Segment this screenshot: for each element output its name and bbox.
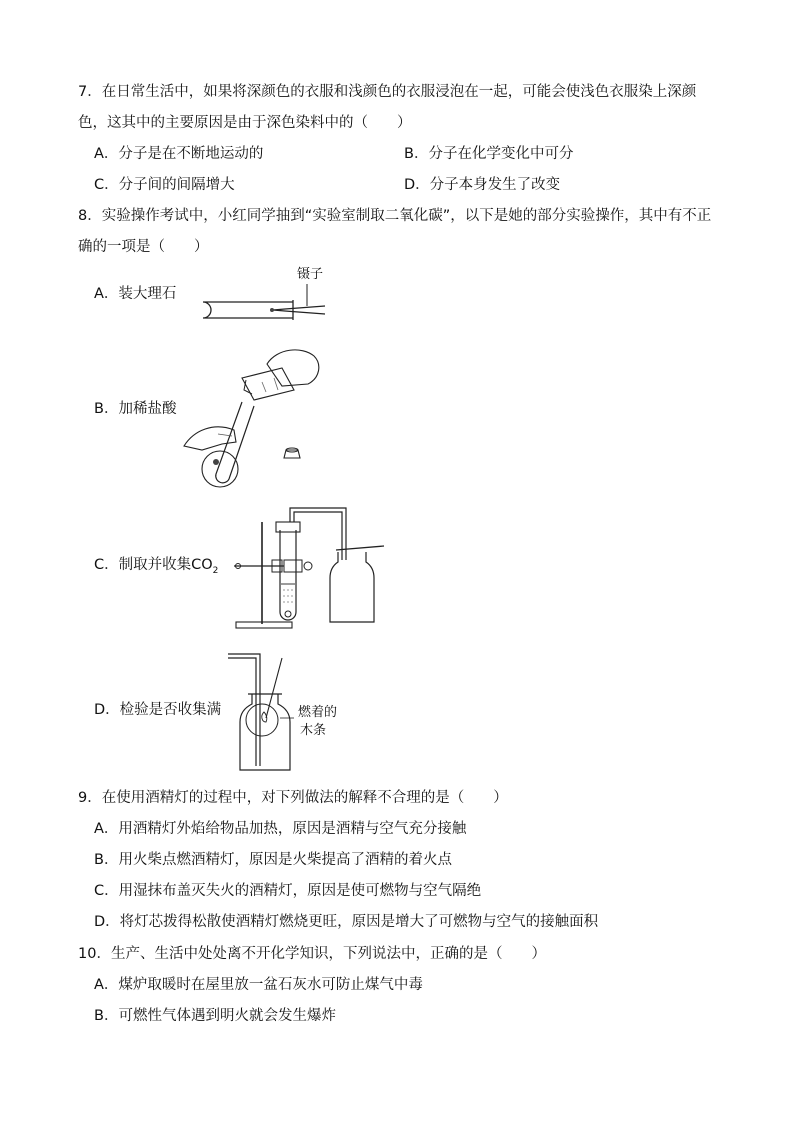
q8-option-c-subscript: 2 — [212, 565, 219, 576]
q7-stem-line1: 7．在日常生活中，如果将深颜色的衣服和浅颜色的衣服浸泡在一起，可能会使浅色衣服染上深颜 — [78, 84, 697, 100]
q8-stem-line1: 8．实验操作考试中，小红同学抽到“实验室制取二氧化碳”，以下是她的部分实验操作，其中有不正 — [78, 208, 712, 224]
q10-stem: 10．生产、生活中处处离不开化学知识，下列说法中，正确的是（ ） — [78, 946, 546, 962]
tweezers-label: 镊子 — [297, 267, 324, 282]
q8-stem-line2: 确的一项是（ ） — [78, 239, 209, 255]
q9-option-a: A．用酒精灯外焰给物品加热，原因是酒精与空气充分接触 — [94, 821, 467, 837]
q10-option-b: B．可燃性气体遇到明火就会发生爆炸 — [94, 1008, 336, 1024]
co2-apparatus-figure — [228, 500, 398, 632]
tweezers-loading-figure — [185, 264, 335, 324]
q8-option-c — [94, 555, 218, 581]
q7-option-b: B．分子在化学变化中可分 — [404, 146, 574, 162]
q9-option-b: B．用火柴点燃酒精灯，原因是火柴提高了酒精的着火点 — [94, 852, 452, 868]
q9-stem: 9．在使用酒精灯的过程中，对下列做法的解释不合理的是（ ） — [78, 790, 508, 806]
q8-option-c-text: C．制取并收集CO — [94, 557, 213, 573]
q8-option-d: D．检验是否收集满 — [94, 702, 222, 718]
pouring-acid-figure — [182, 334, 332, 489]
q9-option-d: D．将灯芯拨得松散使酒精灯燃烧更旺，原因是增大了可燃物与空气的接触面积 — [94, 914, 599, 930]
q7-stem-line2: 色，这其中的主要原因是由于深色染料中的（ ） — [78, 115, 412, 131]
q9-option-c: C．用湿抹布盖灭失火的酒精灯，原因是使可燃物与空气隔绝 — [94, 883, 482, 899]
burning-label: 燃着的 — [298, 705, 338, 720]
q8-option-a: A．装大理石 — [94, 286, 177, 302]
q10-option-a: A．煤炉取暖时在屋里放一盆石灰水可防止煤气中毒 — [94, 977, 423, 993]
q8-option-b: B．加稀盐酸 — [94, 401, 177, 417]
q7-option-a: A．分子是在不断地运动的 — [94, 146, 264, 162]
q7-option-c: C．分子间的间隔增大 — [94, 177, 235, 193]
flame-test-figure — [224, 648, 354, 774]
stick-label: 木条 — [300, 723, 327, 738]
q7-option-d: D．分子本身发生了改变 — [404, 177, 561, 193]
